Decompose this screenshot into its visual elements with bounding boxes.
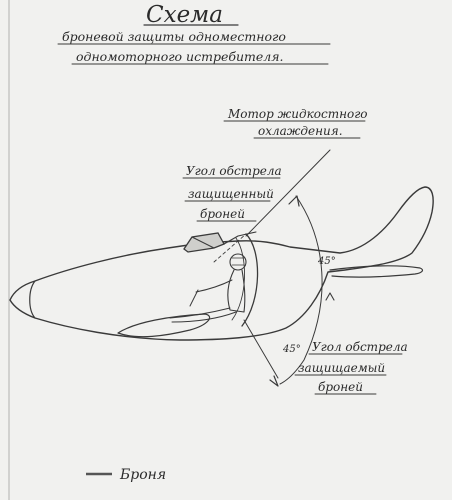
legend: [86, 467, 166, 483]
diagram-subtitle-line-1: броневой защиты одноместного: [62, 29, 286, 44]
propeller-spinner: [30, 281, 35, 318]
center-arc-marker: [326, 293, 334, 300]
control-stick: [190, 290, 198, 306]
lower-arc-label-line-2: защищаемый: [298, 361, 386, 375]
lower-arc-label-line-3: броней: [318, 380, 363, 394]
diagram-subtitle-line-2: одномоторного истребителя.: [76, 49, 284, 64]
pilot-torso: [228, 270, 245, 312]
lower-arc-arrowhead: [270, 376, 278, 386]
upper-arc-arrowhead: [289, 196, 299, 206]
lower-angle-label: 45°: [283, 344, 301, 355]
upper-arc-label-line-1: Угол обстрела: [186, 164, 282, 178]
pilot-figure: [170, 254, 246, 322]
protected-arc: [280, 196, 322, 384]
upper-angle-label: 45°: [318, 256, 336, 267]
pilot-legs: [170, 308, 236, 322]
engine-label-line-1: Мотор жидкостного: [228, 107, 368, 121]
seat-back-armor-inner: [232, 238, 245, 320]
upper-arc-label-line-3: броней: [200, 207, 245, 221]
legend-armor-label: Броня: [120, 467, 167, 483]
lower-arc-label-line-1: Угол обстрела: [312, 340, 408, 354]
wing-outline: [118, 314, 210, 337]
lower-fire-ray: [244, 320, 278, 378]
upper-arc-label-line-2: защищенный: [188, 187, 274, 201]
pilot-helmet-stripe: [232, 258, 244, 265]
diagram-title: Схема: [146, 2, 223, 28]
pilot-arm: [196, 280, 232, 292]
horizontal-stabilizer: [330, 266, 422, 277]
engine-label-line-2: охлаждения.: [258, 124, 343, 138]
